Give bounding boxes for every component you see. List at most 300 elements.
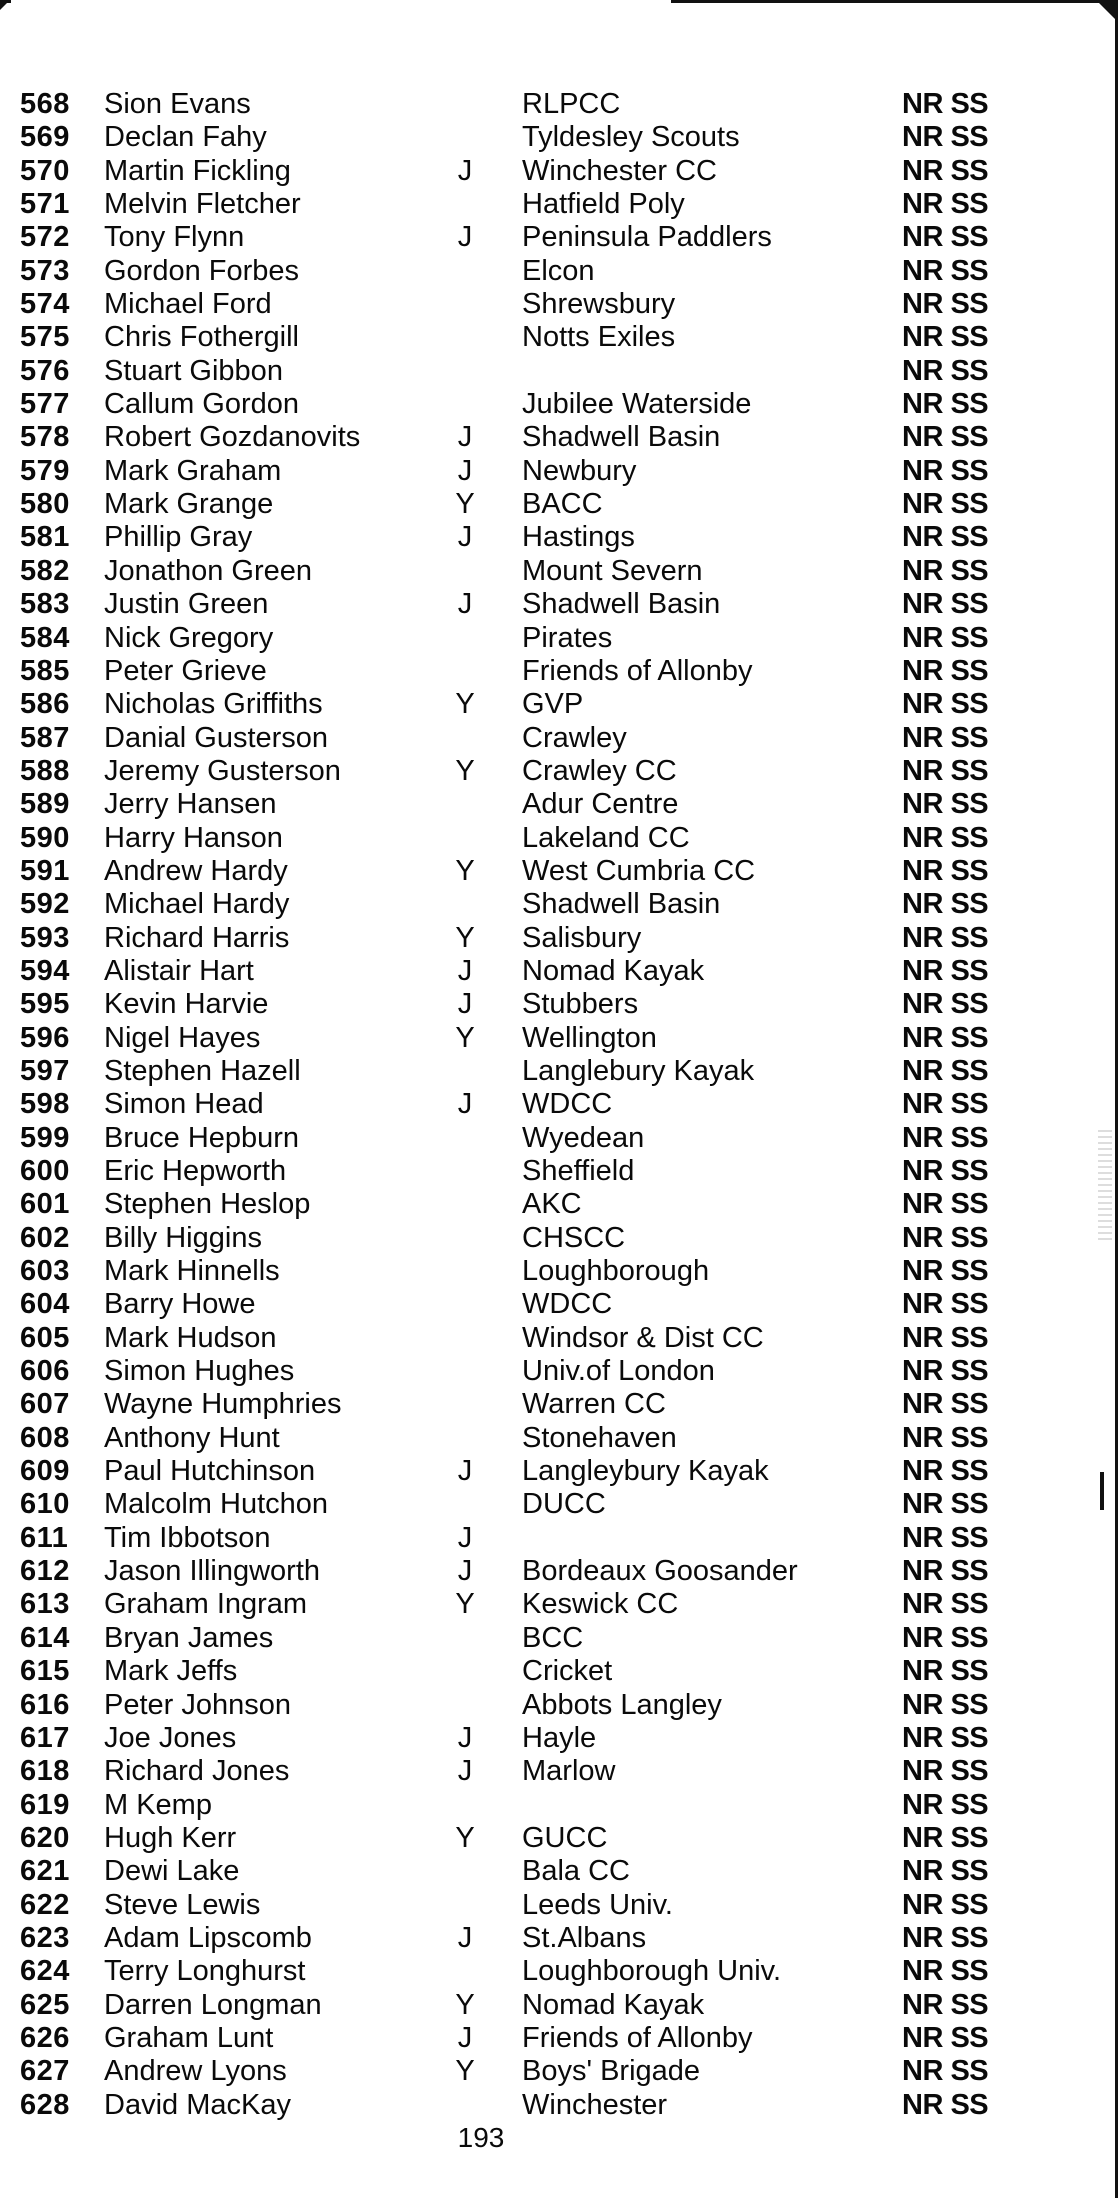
entry-number: 613 <box>20 1588 70 1621</box>
entry-code: NR SS <box>902 821 989 854</box>
entry-code: NR SS <box>902 988 989 1021</box>
entry-code: NR SS <box>902 188 989 221</box>
entry-name: Jeremy Gusterson <box>104 754 341 787</box>
entry-name: Stephen Heslop <box>104 1188 311 1221</box>
entry-code: NR SS <box>902 521 989 554</box>
entry-row <box>0 188 1090 221</box>
entry-number: 578 <box>20 421 70 454</box>
entry-number: 581 <box>20 521 70 554</box>
entry-number: 584 <box>20 621 70 654</box>
entry-name: Nick Gregory <box>104 621 274 654</box>
entry-club: DUCC <box>522 1488 606 1521</box>
entry-code: NR SS <box>902 254 989 287</box>
entry-name: Kevin Harvie <box>104 988 269 1021</box>
entry-number: 622 <box>20 1888 70 1921</box>
entry-row <box>0 1722 1090 1755</box>
entry-club: Nomad Kayak <box>522 1988 705 2021</box>
entry-name: Robert Gozdanovits <box>104 421 361 454</box>
entry-code: NR SS <box>902 1855 989 1888</box>
entry-code: NR SS <box>902 888 989 921</box>
entry-name: Graham Ingram <box>104 1588 308 1621</box>
entry-club: Jubilee Waterside <box>522 388 752 421</box>
entry-row <box>0 655 1090 688</box>
entry-club: Stubbers <box>522 988 639 1021</box>
entry-name: Mark Graham <box>104 454 282 487</box>
entry-number: 595 <box>20 988 70 1021</box>
entry-number: 602 <box>20 1221 70 1254</box>
entry-name: Stephen Hazell <box>104 1054 301 1087</box>
entry-number: 596 <box>20 1021 70 1054</box>
entry-row <box>0 755 1090 788</box>
entry-number: 572 <box>20 221 70 254</box>
entry-code: NR SS <box>902 1688 989 1721</box>
entry-row <box>0 255 1090 288</box>
entry-flag: Y <box>455 688 475 721</box>
entry-row <box>0 288 1090 321</box>
entry-code: NR SS <box>902 1755 989 1788</box>
entry-name: Justin Green <box>104 588 269 621</box>
entry-number: 623 <box>20 1921 70 1954</box>
entry-club: Bala CC <box>522 1855 630 1888</box>
entry-number: 608 <box>20 1421 70 1454</box>
entry-code: NR SS <box>902 954 989 987</box>
entry-club: Abbots Langley <box>522 1688 722 1721</box>
entry-name: M Kemp <box>104 1788 212 1821</box>
entry-name: Gordon Forbes <box>104 254 300 287</box>
entry-club: Langleybury Kayak <box>522 1455 769 1488</box>
entry-name: Eric Hepworth <box>104 1155 287 1187</box>
entry-name: Declan Fahy <box>104 121 267 154</box>
entry-club: Adur Centre <box>522 788 679 821</box>
entry-club: Leeds Univ. <box>522 1888 673 1921</box>
entry-row <box>0 1155 1090 1188</box>
entry-number: 628 <box>20 2088 70 2121</box>
entry-code: NR SS <box>902 354 989 387</box>
entry-name: Richard Jones <box>104 1755 290 1788</box>
entry-number: 587 <box>20 721 70 754</box>
entry-code: NR SS <box>902 654 989 687</box>
entry-name: Danial Gusterson <box>104 721 329 754</box>
entry-number: 576 <box>20 354 70 387</box>
entry-name: Anthony Hunt <box>104 1421 280 1454</box>
entry-name: Mark Grange <box>104 488 274 521</box>
entry-row <box>0 722 1090 755</box>
entry-name: Richard Harris <box>104 921 290 954</box>
entry-club: BCC <box>522 1621 584 1654</box>
entry-row <box>0 521 1090 554</box>
entry-name: Jason Illingworth <box>104 1555 320 1588</box>
entry-club: Univ.of London <box>522 1355 715 1388</box>
entry-number: 627 <box>20 2055 70 2088</box>
entry-flag: J <box>457 154 473 187</box>
entry-name: Paul Hutchinson <box>104 1455 316 1488</box>
entry-row <box>0 855 1090 888</box>
entry-number: 615 <box>20 1655 70 1688</box>
entry-club: Sheffield <box>522 1155 635 1187</box>
entry-code: NR SS <box>902 788 989 821</box>
entry-number: 625 <box>20 1988 70 2021</box>
entry-name: Simon Hughes <box>104 1355 295 1388</box>
entry-club: Loughborough <box>522 1255 710 1288</box>
entry-flag: J <box>457 221 473 254</box>
entry-name: Callum Gordon <box>104 388 300 421</box>
entry-number: 583 <box>20 588 70 621</box>
entry-club: Shadwell Basin <box>522 888 721 921</box>
entry-club: RLPCC <box>522 88 621 120</box>
entry-name: Mark Hinnells <box>104 1255 280 1288</box>
entry-number: 590 <box>20 821 70 854</box>
entry-name: Chris Fothergill <box>104 321 299 354</box>
entry-name: Wayne Humphries <box>104 1388 342 1421</box>
entry-row <box>0 155 1090 188</box>
entry-row <box>0 121 1090 154</box>
entry-club: BACC <box>522 488 603 521</box>
entry-name: Michael Ford <box>104 288 272 321</box>
entry-row <box>0 1355 1090 1388</box>
entry-number: 571 <box>20 188 70 221</box>
entry-row <box>0 1255 1090 1288</box>
entry-row <box>0 1288 1090 1321</box>
entry-row <box>0 955 1090 988</box>
entry-code: NR SS <box>902 1888 989 1921</box>
entry-row <box>0 1022 1090 1055</box>
entry-club: AKC <box>522 1188 582 1221</box>
entry-number: 614 <box>20 1621 70 1654</box>
entry-number: 573 <box>20 254 70 287</box>
entry-row <box>0 1755 1090 1788</box>
entry-code: NR SS <box>902 1521 989 1554</box>
entry-club: CHSCC <box>522 1221 626 1254</box>
entry-number: 618 <box>20 1755 70 1788</box>
entry-flag: J <box>457 1455 473 1488</box>
entry-name: Nigel Hayes <box>104 1021 261 1054</box>
entry-name: Melvin Fletcher <box>104 188 301 221</box>
entry-code: NR SS <box>902 588 989 621</box>
entry-name: Stuart Gibbon <box>104 354 283 387</box>
entry-row <box>0 2055 1090 2088</box>
entry-row <box>0 1088 1090 1121</box>
entry-row <box>0 1822 1090 1855</box>
entry-code: NR SS <box>902 321 989 354</box>
entry-name: Dewi Lake <box>104 1855 240 1888</box>
entry-code: NR SS <box>902 1921 989 1954</box>
entry-flag: Y <box>455 754 475 787</box>
entry-row <box>0 1455 1090 1488</box>
entry-club: Friends of Allonby <box>522 654 753 687</box>
entry-name: Michael Hardy <box>104 888 290 921</box>
entry-row <box>0 1889 1090 1922</box>
entry-code: NR SS <box>902 1121 989 1154</box>
entry-row <box>0 1989 1090 2022</box>
entry-club: Wellington <box>522 1021 657 1054</box>
entry-club: Marlow <box>522 1755 616 1788</box>
entry-name: Harry Hanson <box>104 821 283 854</box>
entry-name: Phillip Gray <box>104 521 253 554</box>
entry-number: 591 <box>20 854 70 887</box>
entry-number: 577 <box>20 388 70 421</box>
entry-row <box>0 988 1090 1021</box>
entry-row <box>0 1188 1090 1221</box>
entry-club: Elcon <box>522 254 595 287</box>
entry-flag: J <box>457 421 473 454</box>
entry-club: Tyldesley Scouts <box>522 121 740 154</box>
entry-row <box>0 1855 1090 1888</box>
page-number: 193 <box>457 2122 505 2153</box>
entry-row <box>0 2022 1090 2055</box>
entry-code: NR SS <box>902 1021 989 1054</box>
entry-number: 570 <box>20 154 70 187</box>
entry-flag: J <box>457 1555 473 1588</box>
entry-club: Winchester <box>522 2088 668 2121</box>
scan-mark <box>1100 1472 1104 1510</box>
entry-code: NR SS <box>902 1288 989 1321</box>
entry-code: NR SS <box>902 1355 989 1388</box>
entry-name: Hugh Kerr <box>104 1821 237 1854</box>
entry-flag: Y <box>455 1021 475 1054</box>
entry-flag: Y <box>455 488 475 521</box>
entry-number: 569 <box>20 121 70 154</box>
entry-row <box>0 1789 1090 1822</box>
entry-club: Friends of Allonby <box>522 2021 753 2054</box>
entry-row <box>0 1322 1090 1355</box>
entry-code: NR SS <box>902 421 989 454</box>
entry-name: Barry Howe <box>104 1288 256 1321</box>
entry-number: 611 <box>20 1521 69 1554</box>
scan-noise <box>1098 1130 1112 1240</box>
entry-row <box>0 1055 1090 1088</box>
entry-name: Mark Hudson <box>104 1321 277 1354</box>
entry-code: NR SS <box>902 1621 989 1654</box>
entry-code: NR SS <box>902 721 989 754</box>
entry-club: Crawley <box>522 721 627 754</box>
entry-number: 624 <box>20 1955 70 1988</box>
entry-flag: J <box>457 1755 473 1788</box>
entry-number: 603 <box>20 1255 70 1288</box>
entry-code: NR SS <box>902 854 989 887</box>
entry-row <box>0 1522 1090 1555</box>
entry-club: Shadwell Basin <box>522 421 721 454</box>
entry-number: 599 <box>20 1121 70 1154</box>
entry-code: NR SS <box>902 1188 989 1221</box>
entry-name: Terry Longhurst <box>104 1955 306 1988</box>
entry-code: NR SS <box>902 1588 989 1621</box>
entry-row <box>0 388 1090 421</box>
entry-club: Shrewsbury <box>522 288 676 321</box>
entry-code: NR SS <box>902 221 989 254</box>
entry-name: Bryan James <box>104 1621 274 1654</box>
entry-row <box>0 1122 1090 1155</box>
entry-name: Malcolm Hutchon <box>104 1488 329 1521</box>
entry-name: Peter Johnson <box>104 1688 292 1721</box>
entry-list <box>0 88 1090 2122</box>
entry-club: Windsor & Dist CC <box>522 1321 764 1354</box>
entry-code: NR SS <box>902 121 989 154</box>
entry-row <box>0 1689 1090 1722</box>
entry-name: David MacKay <box>104 2088 291 2121</box>
entry-club: Hayle <box>522 1721 597 1754</box>
entry-row <box>0 355 1090 388</box>
entry-row <box>0 488 1090 521</box>
entry-number: 609 <box>20 1455 70 1488</box>
entry-name: Joe Jones <box>104 1721 237 1754</box>
entry-row <box>0 1955 1090 1988</box>
entry-number: 589 <box>20 788 70 821</box>
entry-flag: J <box>457 988 473 1021</box>
entry-club: Stonehaven <box>522 1421 677 1454</box>
entry-row <box>0 1222 1090 1255</box>
entry-number: 606 <box>20 1355 70 1388</box>
entry-club: Hastings <box>522 521 635 554</box>
entry-code: NR SS <box>902 1788 989 1821</box>
entry-row <box>0 1922 1090 1955</box>
entry-code: NR SS <box>902 621 989 654</box>
entry-code: NR SS <box>902 1955 989 1988</box>
entry-name: Simon Head <box>104 1088 264 1121</box>
entry-number: 605 <box>20 1321 70 1354</box>
entry-name: Nicholas Griffiths <box>104 688 323 721</box>
entry-row <box>0 455 1090 488</box>
entry-club: West Cumbria CC <box>522 854 756 887</box>
entry-code: NR SS <box>902 1054 989 1087</box>
entry-club: Nomad Kayak <box>522 954 705 987</box>
entry-number: 592 <box>20 888 70 921</box>
entry-flag: J <box>457 454 473 487</box>
entry-row <box>0 1555 1090 1588</box>
entry-number: 588 <box>20 754 70 787</box>
entry-number: 575 <box>20 321 70 354</box>
entry-name: Tony Flynn <box>104 221 245 254</box>
entry-club: Cricket <box>522 1655 613 1688</box>
entry-club: Winchester CC <box>522 154 717 187</box>
entry-flag: J <box>457 954 473 987</box>
entry-flag: J <box>457 1521 473 1554</box>
entry-row <box>0 1588 1090 1621</box>
entry-row <box>0 622 1090 655</box>
entry-flag: J <box>457 2021 473 2054</box>
entry-flag: Y <box>455 1588 475 1621</box>
entry-code: NR SS <box>902 2021 989 2054</box>
entry-flag: J <box>457 588 473 621</box>
entry-number: 568 <box>20 88 70 120</box>
entry-code: NR SS <box>902 1221 989 1254</box>
entry-number: 593 <box>20 921 70 954</box>
entry-name: Andrew Hardy <box>104 854 288 887</box>
entry-flag: J <box>457 521 473 554</box>
entry-name: Billy Higgins <box>104 1221 262 1254</box>
entry-code: NR SS <box>902 1721 989 1754</box>
entry-name: Adam Lipscomb <box>104 1921 312 1954</box>
entry-number: 585 <box>20 654 70 687</box>
entry-club: Warren CC <box>522 1388 666 1421</box>
entry-club: WDCC <box>522 1288 613 1321</box>
entry-number: 582 <box>20 554 70 587</box>
entry-row <box>0 88 1090 121</box>
entry-flag: Y <box>455 854 475 887</box>
entry-row <box>0 555 1090 588</box>
entry-club: Lakeland CC <box>522 821 690 854</box>
entry-number: 626 <box>20 2021 70 2054</box>
entry-code: NR SS <box>902 288 989 321</box>
entry-row <box>0 922 1090 955</box>
entry-club: Bordeaux Goosander <box>522 1555 798 1588</box>
entry-name: Jonathon Green <box>104 554 312 587</box>
entry-code: NR SS <box>902 1388 989 1421</box>
entry-number: 612 <box>20 1555 70 1588</box>
entry-number: 604 <box>20 1288 70 1321</box>
entry-row <box>0 321 1090 354</box>
entry-number: 598 <box>20 1088 70 1121</box>
entry-name: Mark Jeffs <box>104 1655 238 1688</box>
entry-name: Peter Grieve <box>104 654 267 687</box>
entry-code: NR SS <box>902 1988 989 2021</box>
entry-club: Loughborough Univ. <box>522 1955 782 1988</box>
entry-name: Alistair Hart <box>104 954 254 987</box>
entry-code: NR SS <box>902 1555 989 1588</box>
scan-top-edge <box>0 0 1118 3</box>
entry-flag: J <box>457 1721 473 1754</box>
entry-row <box>0 1422 1090 1455</box>
entry-code: NR SS <box>902 2088 989 2121</box>
entry-row <box>0 688 1090 721</box>
entry-row <box>0 221 1090 254</box>
entry-number: 586 <box>20 688 70 721</box>
entry-number: 617 <box>20 1721 70 1754</box>
entry-code: NR SS <box>902 688 989 721</box>
entry-number: 601 <box>20 1188 70 1221</box>
entry-row <box>0 1655 1090 1688</box>
entry-club: Notts Exiles <box>522 321 676 354</box>
entry-club: GUCC <box>522 1821 608 1854</box>
entry-code: NR SS <box>902 88 989 120</box>
entry-row <box>0 788 1090 821</box>
entry-code: NR SS <box>902 488 989 521</box>
entry-club: Wyedean <box>522 1121 645 1154</box>
entry-number: 619 <box>20 1788 70 1821</box>
entry-row <box>0 1622 1090 1655</box>
entry-code: NR SS <box>902 1088 989 1121</box>
entry-code: NR SS <box>902 154 989 187</box>
entry-flag: Y <box>455 1821 475 1854</box>
entry-row <box>0 822 1090 855</box>
entry-code: NR SS <box>902 1488 989 1521</box>
entry-number: 579 <box>20 454 70 487</box>
entry-number: 621 <box>20 1855 70 1888</box>
entry-code: NR SS <box>902 1421 989 1454</box>
entry-name: Sion Evans <box>104 88 251 120</box>
entry-code: NR SS <box>902 388 989 421</box>
entry-name: Bruce Hepburn <box>104 1121 300 1154</box>
entry-name: Martin Fickling <box>104 154 291 187</box>
entry-code: NR SS <box>902 1321 989 1354</box>
entry-club: Langlebury Kayak <box>522 1054 755 1087</box>
entry-row <box>0 1488 1090 1521</box>
entry-code: NR SS <box>902 754 989 787</box>
entry-code: NR SS <box>902 454 989 487</box>
entry-club: Newbury <box>522 454 637 487</box>
entry-number: 616 <box>20 1688 70 1721</box>
entry-row <box>0 2089 1090 2122</box>
entry-number: 620 <box>20 1821 70 1854</box>
entry-name: Tim Ibbotson <box>104 1521 271 1554</box>
entry-number: 607 <box>20 1388 70 1421</box>
entry-row <box>0 888 1090 921</box>
entry-number: 597 <box>20 1054 70 1087</box>
entry-code: NR SS <box>902 921 989 954</box>
entry-number: 610 <box>20 1488 70 1521</box>
entry-club: Boys' Brigade <box>522 2055 701 2088</box>
entry-number: 580 <box>20 488 70 521</box>
entry-code: NR SS <box>902 554 989 587</box>
